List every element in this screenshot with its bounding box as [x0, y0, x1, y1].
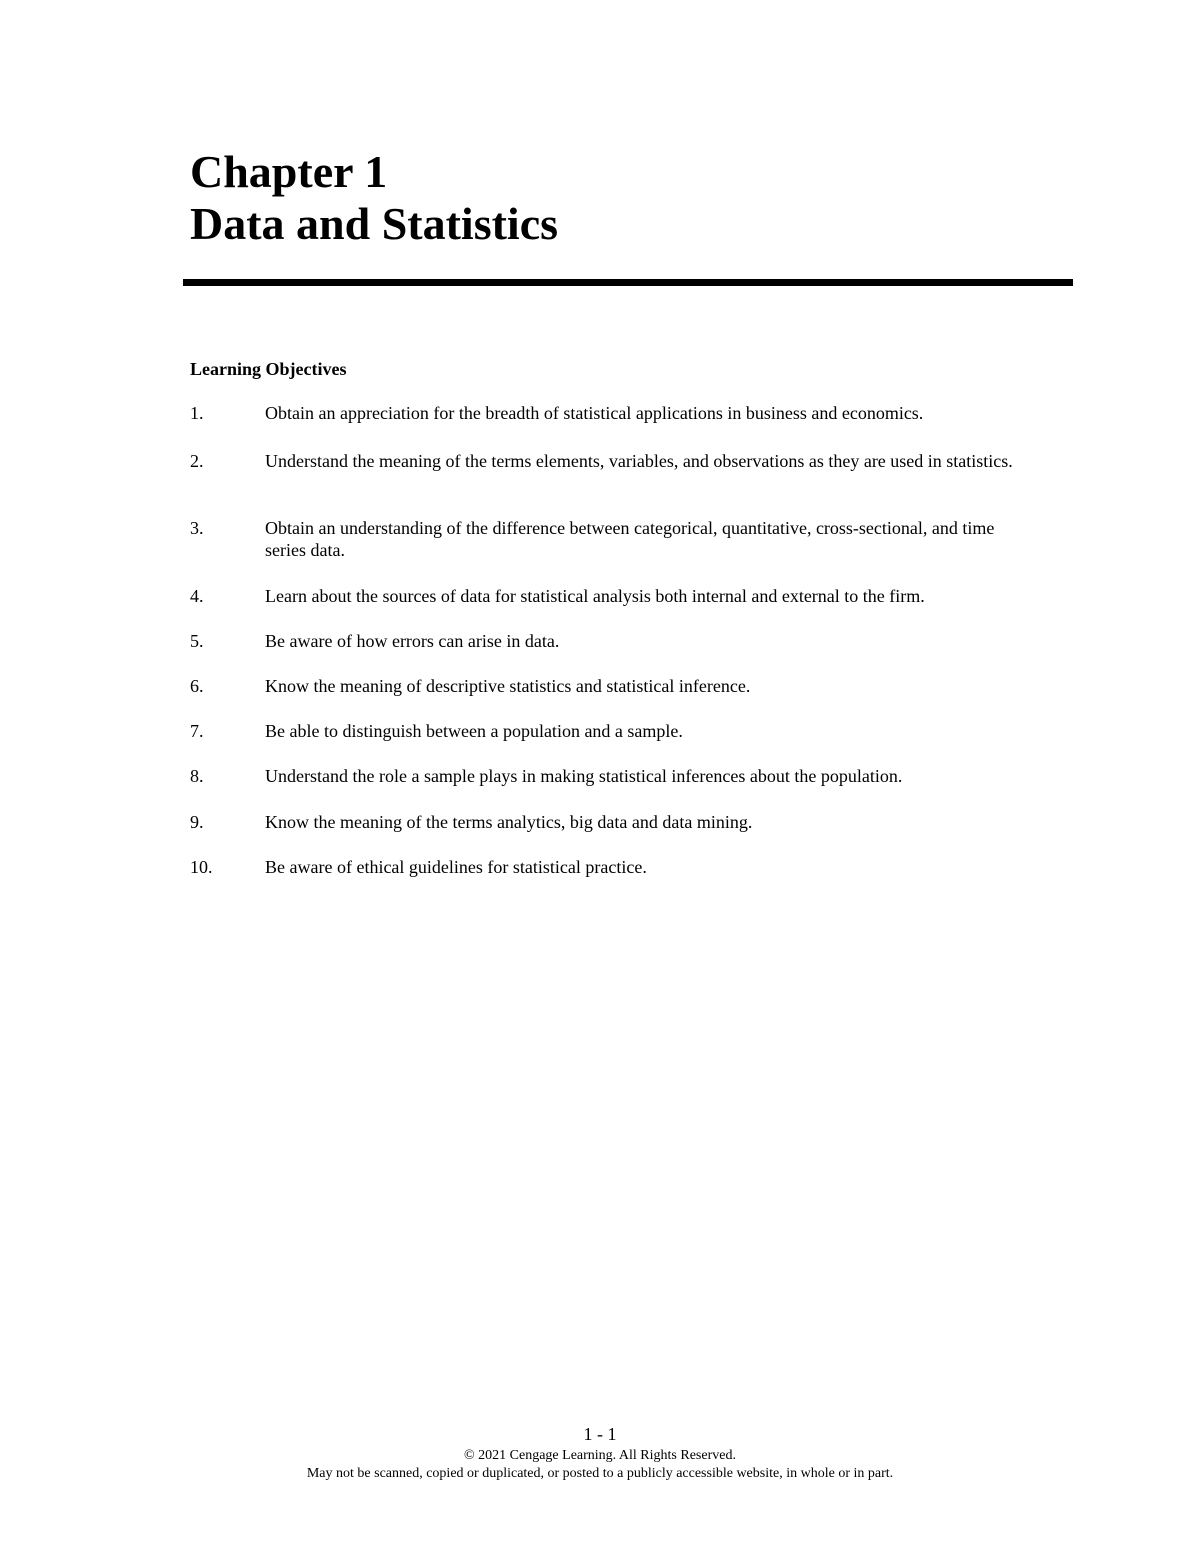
objective-number: 10. — [190, 857, 213, 877]
objective-text: Know the meaning of the terms analytics, big data and data mining. — [265, 812, 753, 832]
objective-number: 8. — [190, 766, 204, 786]
objective-number: 4. — [190, 586, 204, 606]
objective-text: Obtain an appreciation for the breadth of statistical applications in business and economics. — [265, 403, 924, 423]
objective-number: 5. — [190, 631, 204, 651]
usage-notice: May not be scanned, copied or duplicated, or posted to a publicly accessible website, in whole or in part. — [306, 1466, 894, 1481]
objective-number: 2. — [190, 451, 204, 471]
objective-text: Know the meaning of descriptive statistics and statistical inference. — [265, 676, 751, 696]
chapter-number: Chapter 1 — [190, 146, 388, 197]
objective-item — [190, 765, 1050, 787]
objective-text: Learn about the sources of data for statistical analysis both internal and external to the firm. — [265, 586, 925, 606]
objective-text: Understand the meaning of the terms elements, variables, and observations as they are used in statistics. — [265, 451, 1013, 471]
page-number: 1 - 1 — [583, 1424, 617, 1444]
objective-number: 3. — [190, 518, 204, 538]
objective-text: Obtain an understanding of the difference between categorical, quantitative, cross-sectional, and time series data. — [265, 518, 995, 560]
objective-item — [190, 402, 1050, 424]
learning-objectives-heading: Learning Objectives — [190, 359, 347, 379]
objective-number: 7. — [190, 721, 204, 741]
objective-item — [190, 630, 1050, 652]
objective-item — [190, 720, 1050, 742]
objective-item — [190, 450, 1050, 472]
objective-item — [190, 585, 1050, 607]
objective-text: Be aware of how errors can arise in data. — [265, 631, 560, 651]
objective-text: Understand the role a sample plays in making statistical inferences about the population. — [265, 766, 903, 786]
title-divider — [183, 279, 1073, 286]
objective-item — [190, 856, 1050, 878]
objective-number: 9. — [190, 812, 204, 832]
objective-item — [190, 675, 1050, 697]
chapter-name: Data and Statistics — [190, 198, 559, 249]
objective-number: 6. — [190, 676, 204, 696]
chapter-title — [190, 146, 558, 250]
objective-item — [190, 811, 1050, 833]
objective-number: 1. — [190, 403, 204, 423]
objective-item — [190, 517, 1050, 561]
objective-text: Be able to distinguish between a population and a sample. — [265, 721, 683, 741]
copyright-notice: © 2021 Cengage Learning. All Rights Reserved. — [464, 1448, 736, 1463]
objective-text: Be aware of ethical guidelines for statistical practice. — [265, 857, 647, 877]
